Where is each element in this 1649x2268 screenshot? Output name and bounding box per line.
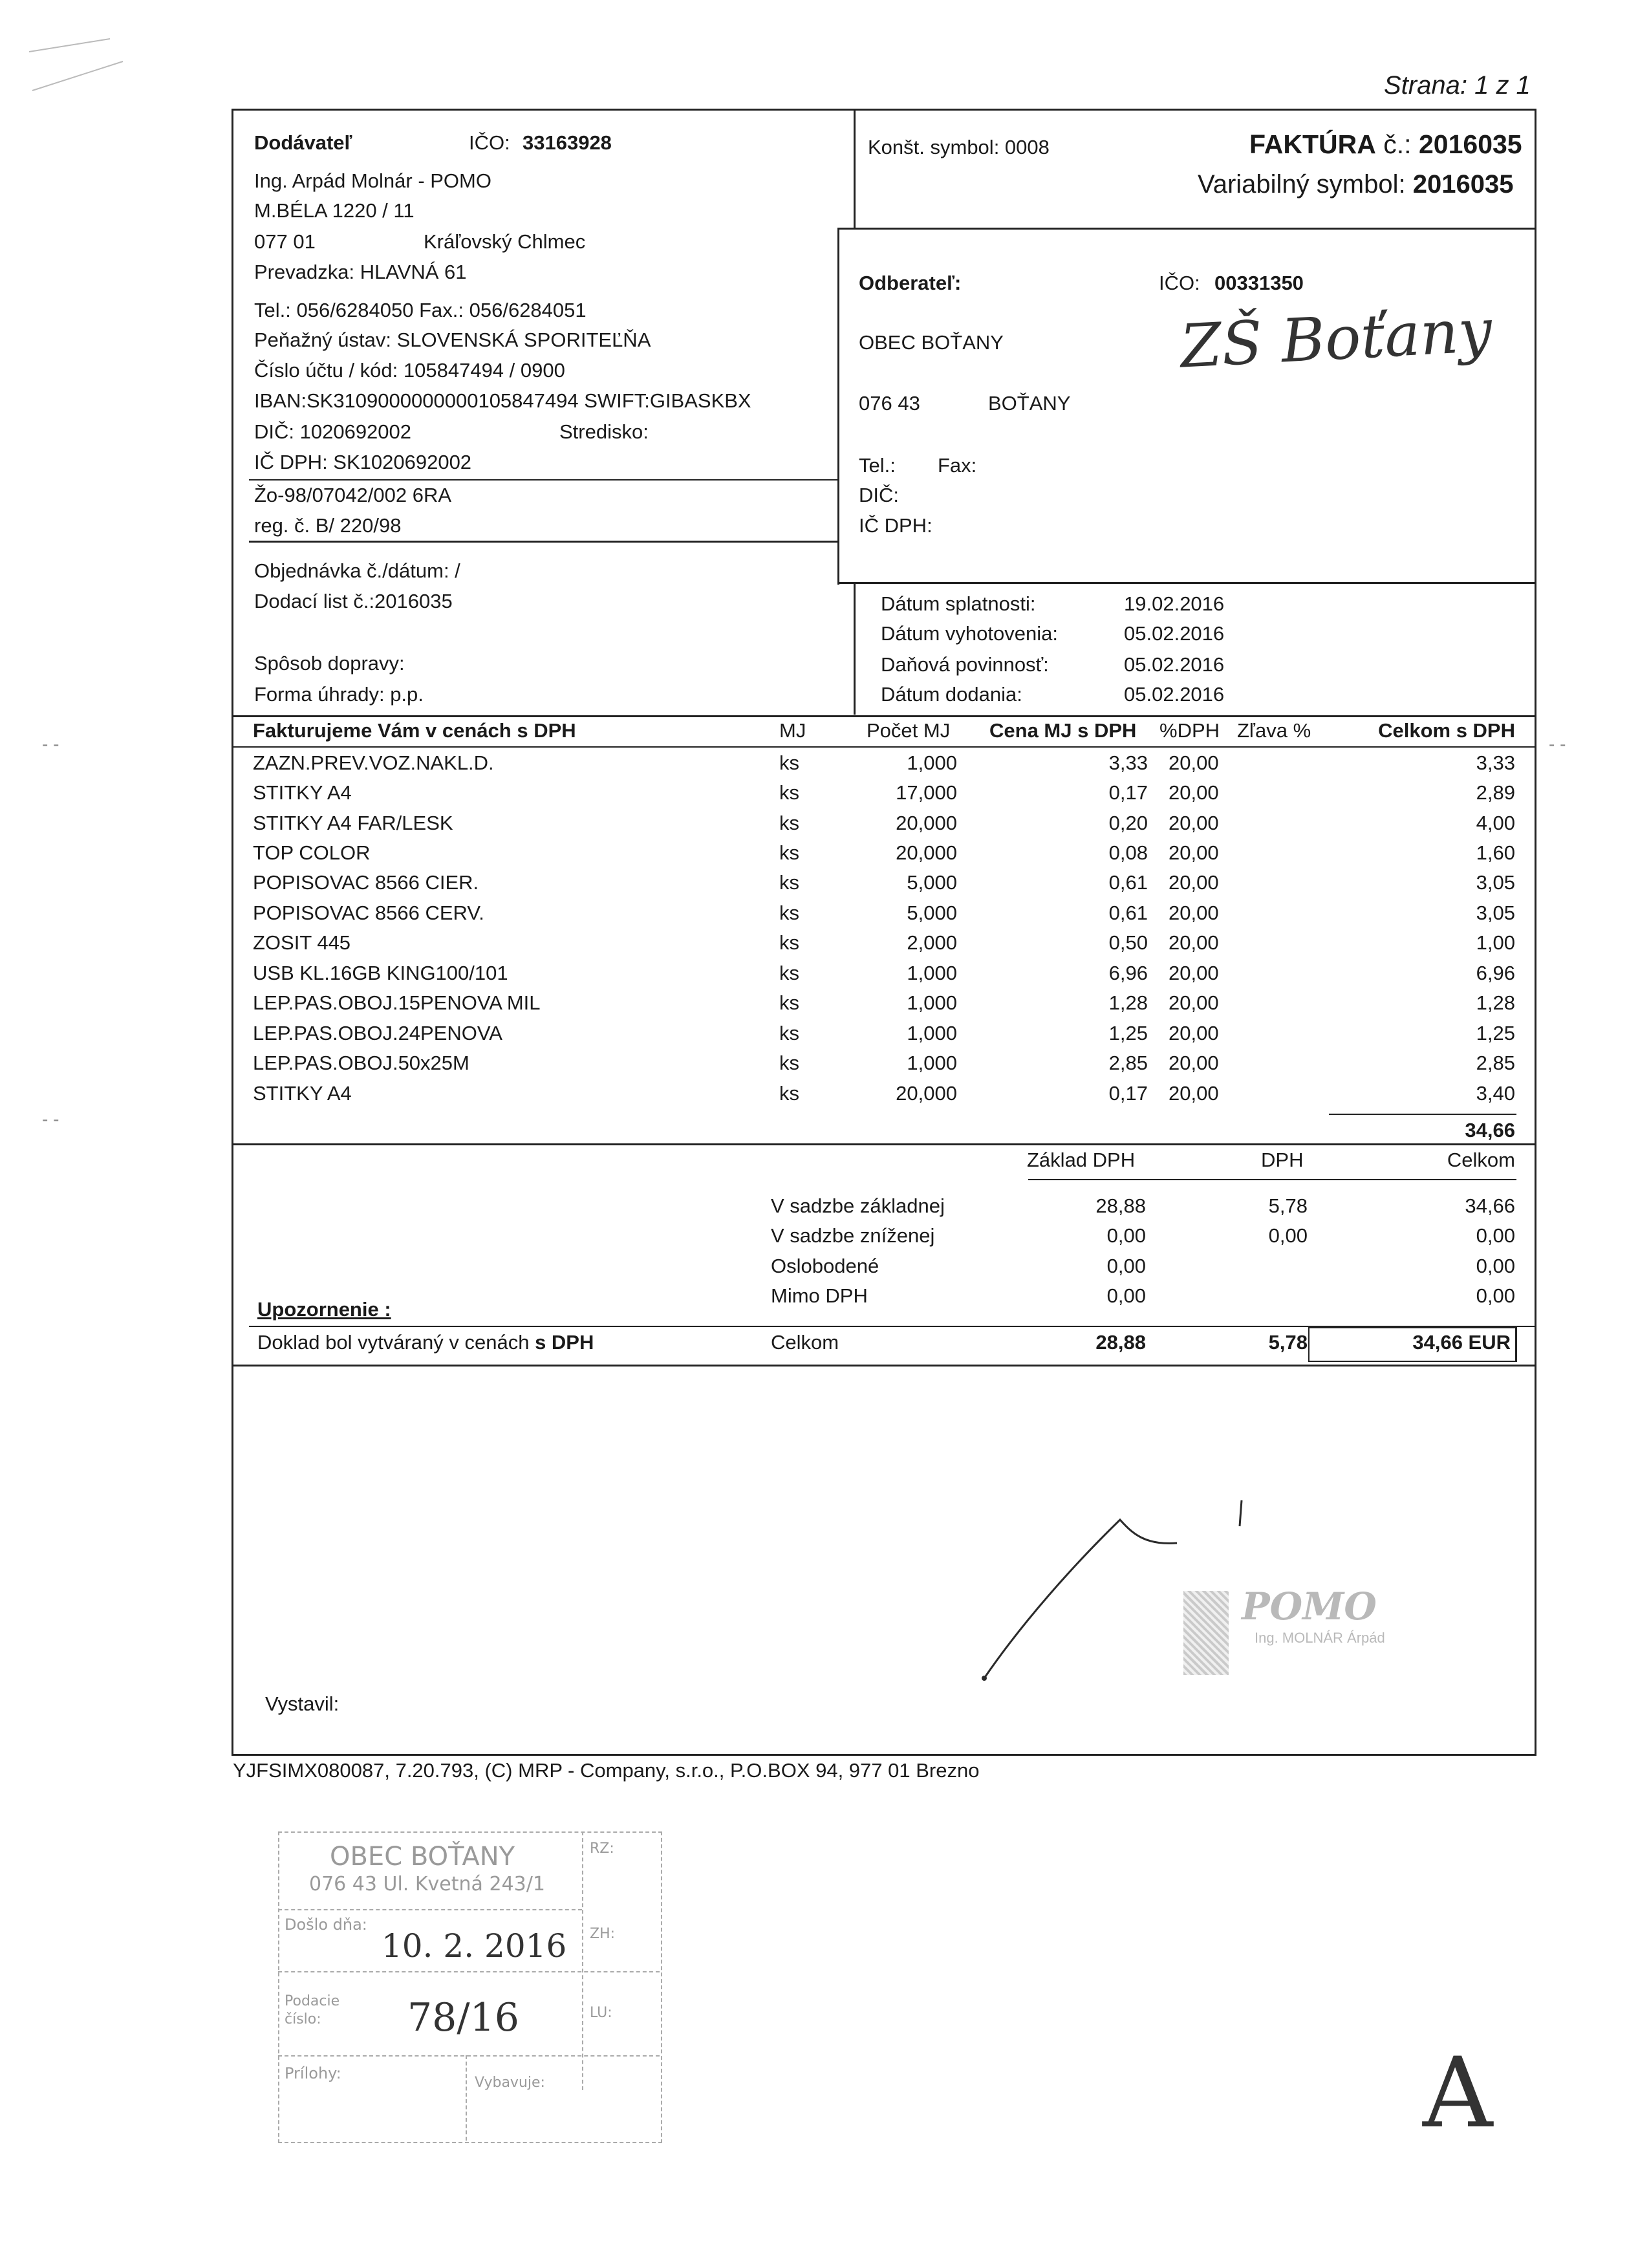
table-row <box>249 812 1523 841</box>
customer-box-top <box>837 228 1536 230</box>
item-qty: 20,000 <box>896 841 957 864</box>
item-total: 2,85 <box>1476 1052 1515 1074</box>
item-mj: ks <box>779 781 799 804</box>
item-qty: 5,000 <box>907 871 957 894</box>
supplier-phone: Tel.: 056/6284050 Fax.: 056/6284051 <box>254 299 587 321</box>
customer-icdph: IČ DPH: <box>859 514 932 537</box>
date-value-delivery: 05.02.2016 <box>1124 683 1225 706</box>
item-qty: 20,000 <box>896 812 957 834</box>
vat-row-base: 0,00 <box>1106 1224 1146 1247</box>
item-qty: 5,000 <box>907 902 957 924</box>
stamp-line: Ing. MOLNÁR Árpád <box>1255 1630 1385 1646</box>
vat-row-label: V sadzbe základnej <box>771 1194 945 1217</box>
item-price: 0,50 <box>1108 931 1148 954</box>
item-mj: ks <box>779 902 799 924</box>
registry-vybavuje: Vybavuje: <box>475 2075 545 2091</box>
order-doprava: Spôsob dopravy: <box>254 652 405 675</box>
order-objednavka: Objednávka č./dátum: / <box>254 559 460 582</box>
item-name: USB KL.16GB KING100/101 <box>253 962 508 984</box>
table-row <box>249 751 1523 781</box>
table-row <box>249 1022 1523 1052</box>
summary-top-line <box>232 1143 1536 1145</box>
item-price: 0,17 <box>1108 781 1148 804</box>
registry-date: 10. 2. 2016 <box>382 1927 567 1965</box>
item-total: 3,05 <box>1476 902 1515 924</box>
item-total: 3,40 <box>1476 1082 1515 1105</box>
customer-label: Odberateľ: <box>859 272 962 294</box>
supplier-street: M.BÉLA 1220 / 11 <box>254 199 415 222</box>
item-name: STITKY A4 <box>253 1082 352 1105</box>
item-mj: ks <box>779 962 799 984</box>
customer-ico-label: IČO: <box>1159 272 1200 294</box>
customer-box-bottom <box>837 582 1536 584</box>
issued-by: Vystavil: <box>265 1692 339 1715</box>
registry-address: 076 43 Ul. Kvetná 243/1 <box>309 1873 545 1895</box>
date-value-issued: 05.02.2016 <box>1124 622 1225 645</box>
item-total: 1,60 <box>1476 841 1515 864</box>
item-vat: 20,00 <box>1169 812 1219 834</box>
col-header-mj: MJ <box>779 719 806 742</box>
item-total: 3,33 <box>1476 751 1515 774</box>
item-price: 0,20 <box>1108 812 1148 834</box>
item-qty: 17,000 <box>896 781 957 804</box>
item-qty: 1,000 <box>907 962 957 984</box>
faktura-c: č.: <box>1383 129 1412 159</box>
faktura-label: FAKTÚRA <box>1249 129 1376 159</box>
registry-stamp-hline1 <box>278 1971 660 1972</box>
stamp-logo <box>1183 1591 1229 1675</box>
customer-fax: Fax: <box>938 454 977 477</box>
item-mj: ks <box>779 931 799 954</box>
vat-row-label: V sadzbe zníženej <box>771 1224 935 1247</box>
sum-underline <box>1329 1114 1516 1115</box>
supplier-zip: 077 01 <box>254 230 316 253</box>
table-row <box>249 781 1523 811</box>
item-price: 0,17 <box>1108 1082 1148 1105</box>
customer-box-left <box>837 228 839 585</box>
frame-left <box>232 109 233 1756</box>
item-price: 3,33 <box>1108 751 1148 774</box>
date-value-tax: 05.02.2016 <box>1124 653 1225 676</box>
supplier-divider-2 <box>249 541 837 543</box>
handwritten-initial: A <box>1423 2037 1493 2150</box>
total-vat: 5,78 <box>1268 1331 1308 1354</box>
item-name: POPISOVAC 8566 CIER. <box>253 871 479 894</box>
item-price: 0,61 <box>1108 902 1148 924</box>
vat-row-total: 0,00 <box>1476 1224 1515 1247</box>
supplier-zo: Žo-98/07042/002 6RA <box>254 484 452 506</box>
supplier-dic: DIČ: 1020692002 <box>254 420 412 443</box>
date-label-issued: Dátum vyhotovenia: <box>881 622 1058 645</box>
handwritten-note: ZŠ Boťany <box>1178 296 1494 382</box>
item-mj: ks <box>779 751 799 774</box>
item-vat: 20,00 <box>1169 962 1219 984</box>
supplier-reg: reg. č. B/ 220/98 <box>254 514 402 537</box>
registry-stamp-vline2 <box>466 2055 467 2141</box>
date-label-due: Dátum splatnosti: <box>881 592 1036 615</box>
supplier-city: Kráľovský Chlmec <box>424 230 586 253</box>
vat-row-base: 28,88 <box>1095 1194 1146 1217</box>
vat-row-total: 0,00 <box>1476 1255 1515 1277</box>
table-header-top <box>232 715 1536 717</box>
date-label-delivery: Dátum dodania: <box>881 683 1022 706</box>
item-price: 1,28 <box>1108 991 1148 1014</box>
item-vat: 20,00 <box>1169 931 1219 954</box>
frame-top <box>232 109 1472 111</box>
item-mj: ks <box>779 1082 799 1105</box>
supplier-stredisko: Stredisko: <box>559 420 649 443</box>
registry-stamp-vline <box>582 1831 583 2090</box>
header-divider <box>854 109 856 228</box>
vat-header-base: Základ DPH <box>1027 1149 1136 1171</box>
item-vat: 20,00 <box>1169 1052 1219 1074</box>
vat-row-base: 0,00 <box>1106 1284 1146 1307</box>
vat-row-total: 0,00 <box>1476 1284 1515 1307</box>
col-header-item: Fakturujeme Vám v cenách s DPH <box>253 719 576 742</box>
customer-city: BOŤANY <box>988 392 1071 415</box>
supplier-prevadzka: Prevadzka: HLAVNÁ 61 <box>254 261 467 283</box>
registry-rz: RZ: <box>590 1841 614 1857</box>
item-vat: 20,00 <box>1169 781 1219 804</box>
supplier-icdph: IČ DPH: SK1020692002 <box>254 451 472 473</box>
item-vat: 20,00 <box>1169 1022 1219 1044</box>
item-total: 6,96 <box>1476 962 1515 984</box>
vat-header-underline <box>1028 1179 1516 1180</box>
item-name: STITKY A4 FAR/LESK <box>253 812 453 834</box>
company-stamp <box>1183 1584 1429 1681</box>
item-name: LEP.PAS.OBOJ.50x25M <box>253 1052 469 1074</box>
vat-row-label: Mimo DPH <box>771 1284 868 1307</box>
item-qty: 1,000 <box>907 1052 957 1074</box>
vat-row-vat: 0,00 <box>1268 1224 1308 1247</box>
item-total: 2,89 <box>1476 781 1515 804</box>
col-header-vat: %DPH <box>1159 719 1220 742</box>
item-total: 4,00 <box>1476 812 1515 834</box>
supplier-label: Dodávateľ <box>254 131 352 154</box>
registry-podacie: Podacie <box>285 1993 340 2009</box>
col-header-total: Celkom s DPH <box>1378 719 1515 742</box>
fold-mark-left-1: - - <box>42 734 59 754</box>
registry-title: OBEC BOŤANY <box>330 1842 515 1872</box>
footer-text: YJFSIMX080087, 7.20.793, (C) MRP - Company, s.r.o., P.O.BOX 94, 977 01 Brezno <box>233 1759 980 1782</box>
frame-bottom <box>232 1754 1536 1756</box>
item-price: 0,61 <box>1108 871 1148 894</box>
item-price: 6,96 <box>1108 962 1148 984</box>
frame-top-right <box>1472 109 1536 111</box>
fold-mark-left-2: - - <box>42 1109 59 1129</box>
registry-lu: LU: <box>590 2005 612 2021</box>
item-mj: ks <box>779 841 799 864</box>
stamp-title: POMO <box>1242 1584 1377 1628</box>
item-total: 1,25 <box>1476 1022 1515 1044</box>
date-value-due: 19.02.2016 <box>1124 592 1225 615</box>
konst-symbol: Konšt. symbol: 0008 <box>868 136 1050 158</box>
col-header-price: Cena MJ s DPH <box>989 719 1137 742</box>
table-row <box>249 871 1523 901</box>
customer-ico: 00331350 <box>1214 272 1304 294</box>
customer-tel: Tel.: <box>859 454 896 477</box>
notice-text: Doklad bol vytváraný v cenách <box>257 1331 530 1354</box>
supplier-name: Ing. Arpád Molnár - POMO <box>254 169 491 192</box>
item-total: 3,05 <box>1476 871 1515 894</box>
supplier-iban: IBAN:SK3109000000000105847494 SWIFT:GIBASKBX <box>254 389 751 412</box>
var-symbol-label: Variabilný symbol: <box>1198 170 1406 199</box>
registry-zh: ZH: <box>590 1926 616 1942</box>
total-sum: 34,66 EUR <box>1412 1331 1511 1354</box>
total-base: 28,88 <box>1095 1331 1146 1354</box>
table-row <box>249 841 1523 871</box>
col-header-qty: Počet MJ <box>867 719 951 742</box>
item-name: STITKY A4 <box>253 781 352 804</box>
total-label: Celkom <box>771 1331 839 1354</box>
vat-row-label: Oslobodené <box>771 1255 879 1277</box>
item-vat: 20,00 <box>1169 871 1219 894</box>
item-vat: 20,00 <box>1169 902 1219 924</box>
item-name: POPISOVAC 8566 CERV. <box>253 902 484 924</box>
item-vat: 20,00 <box>1169 991 1219 1014</box>
var-symbol: 2016035 <box>1412 170 1514 199</box>
vat-row-base: 0,00 <box>1106 1255 1146 1277</box>
supplier-bank: Peňažný ústav: SLOVENSKÁ SPORITEĽŇA <box>254 329 651 351</box>
customer-dic: DIČ: <box>859 484 899 506</box>
item-price: 2,85 <box>1108 1052 1148 1074</box>
item-total: 1,28 <box>1476 991 1515 1014</box>
col-header-discount: Zľava % <box>1237 719 1311 742</box>
item-name: LEP.PAS.OBOJ.15PENOVA MIL <box>253 991 541 1014</box>
registry-doslo: Došlo dňa: <box>285 1916 367 1934</box>
totals-bottom-line <box>232 1365 1536 1366</box>
scan-mark <box>26 26 129 97</box>
item-name: LEP.PAS.OBOJ.24PENOVA <box>253 1022 502 1044</box>
table-row <box>249 991 1523 1021</box>
vat-row-vat: 5,78 <box>1268 1194 1308 1217</box>
registry-number: 78/16 <box>407 1995 519 2040</box>
item-mj: ks <box>779 991 799 1014</box>
date-label-tax: Daňová povinnosť: <box>881 653 1049 676</box>
item-vat: 20,00 <box>1169 751 1219 774</box>
customer-zip: 076 43 <box>859 392 920 415</box>
customer-name: OBEC BOŤANY <box>859 331 1004 354</box>
notice-title: Upozornenie : <box>257 1298 391 1321</box>
table-row <box>249 931 1523 961</box>
vat-header-total: Celkom <box>1447 1149 1515 1171</box>
item-price: 1,25 <box>1108 1022 1148 1044</box>
item-qty: 1,000 <box>907 991 957 1014</box>
item-mj: ks <box>779 812 799 834</box>
supplier-divider-1 <box>249 479 837 481</box>
items-sum: 34,66 <box>1465 1119 1515 1141</box>
supplier-ico-label: IČO: <box>469 131 510 154</box>
registry-stamp-hline2 <box>278 2055 660 2057</box>
item-mj: ks <box>779 1022 799 1044</box>
table-row <box>249 1082 1523 1112</box>
table-row <box>249 962 1523 991</box>
registry-prilohy: Prílohy: <box>285 2064 341 2082</box>
page-number: Strana: 1 z 1 <box>1384 71 1531 100</box>
item-mj: ks <box>779 871 799 894</box>
supplier-ico: 33163928 <box>523 131 612 154</box>
item-qty: 1,000 <box>907 751 957 774</box>
fold-mark-right: - - <box>1549 734 1566 754</box>
vat-header-vat: DPH <box>1261 1149 1304 1171</box>
item-name: ZAZN.PREV.VOZ.NAKL.D. <box>253 751 494 774</box>
item-name: TOP COLOR <box>253 841 371 864</box>
item-mj: ks <box>779 1052 799 1074</box>
table-row <box>249 902 1523 931</box>
item-qty: 2,000 <box>907 931 957 954</box>
item-total: 1,00 <box>1476 931 1515 954</box>
table-row <box>249 1052 1523 1081</box>
vat-row-total: 34,66 <box>1465 1194 1515 1217</box>
item-qty: 1,000 <box>907 1022 957 1044</box>
item-qty: 20,000 <box>896 1082 957 1105</box>
item-price: 0,08 <box>1108 841 1148 864</box>
item-name: ZOSIT 445 <box>253 931 351 954</box>
order-uhrada: Forma úhrady: p.p. <box>254 683 424 706</box>
registry-cislo: číslo: <box>285 2011 321 2027</box>
order-dodaci: Dodací list č.:2016035 <box>254 590 453 612</box>
supplier-account: Číslo účtu / kód: 105847494 / 0900 <box>254 359 565 382</box>
notice-text-bold: s DPH <box>535 1331 594 1354</box>
dates-divider <box>854 582 856 715</box>
item-vat: 20,00 <box>1169 1082 1219 1105</box>
faktura-number: 2016035 <box>1418 129 1522 159</box>
item-vat: 20,00 <box>1169 841 1219 864</box>
frame-right <box>1535 109 1536 1756</box>
table-header-row <box>249 719 1523 749</box>
